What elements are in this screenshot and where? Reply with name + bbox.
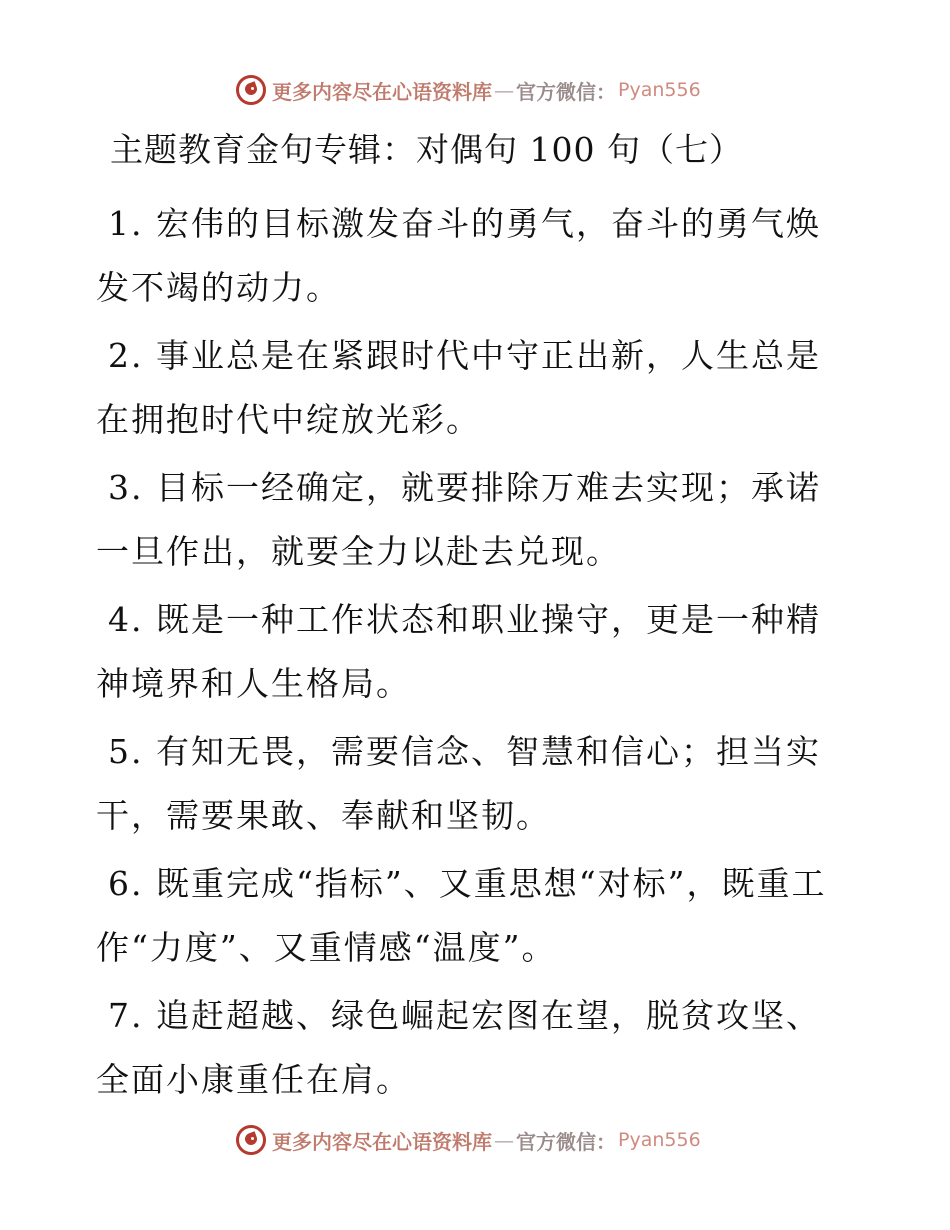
quill-pen-logo-icon <box>236 1125 266 1155</box>
sentence-item-1: 1. 宏伟的目标激发奋斗的勇气，奋斗的勇气焕发不竭的动力。 <box>96 204 821 307</box>
banner-wechat-label: 官方微信： <box>516 79 616 104</box>
banner-text: 更多内容尽在心语资料库 <box>272 79 492 104</box>
sentence-item-2: 2. 事业总是在紧跟时代中守正出新，人生总是在拥抱时代中绽放光彩。 <box>96 336 821 439</box>
sentence-item-4: 4. 既是一种工作状态和职业操守，更是一种精神境界和人生格局。 <box>96 600 821 703</box>
header-watermark-banner <box>236 72 701 108</box>
sentence-item-3: 3. 目标一经确定，就要排除万难去实现；承诺一旦作出，就要全力以赴去兑现。 <box>96 468 821 571</box>
footer-watermark-banner <box>236 1122 701 1158</box>
sentence-item-5: 5. 有知无畏，需要信念、智慧和信心；担当实干，需要果敢、奉献和坚韧。 <box>96 732 821 835</box>
quill-pen-logo-icon <box>236 75 266 105</box>
banner-dash: — <box>494 78 514 102</box>
banner-text: 更多内容尽在心语资料库 <box>272 1129 492 1154</box>
sentence-item-6: 6. 既重完成“指标”、又重思想“对标”，既重工作“力度”、又重情感“温度”。 <box>96 864 827 967</box>
document-title: 主题教育金句专辑：对偶句 100 句（七） <box>110 130 743 169</box>
banner-wechat-label: 官方微信： <box>516 1129 616 1154</box>
sentence-item-7: 7. 追赶超越、绿色崛起宏图在望，脱贫攻坚、全面小康重任在肩。 <box>96 996 821 1099</box>
sentence-list <box>96 192 836 1116</box>
banner-wechat-id: Pyan556 <box>618 79 701 101</box>
banner-dash: — <box>494 1128 514 1152</box>
banner-wechat-id: Pyan556 <box>618 1129 701 1151</box>
